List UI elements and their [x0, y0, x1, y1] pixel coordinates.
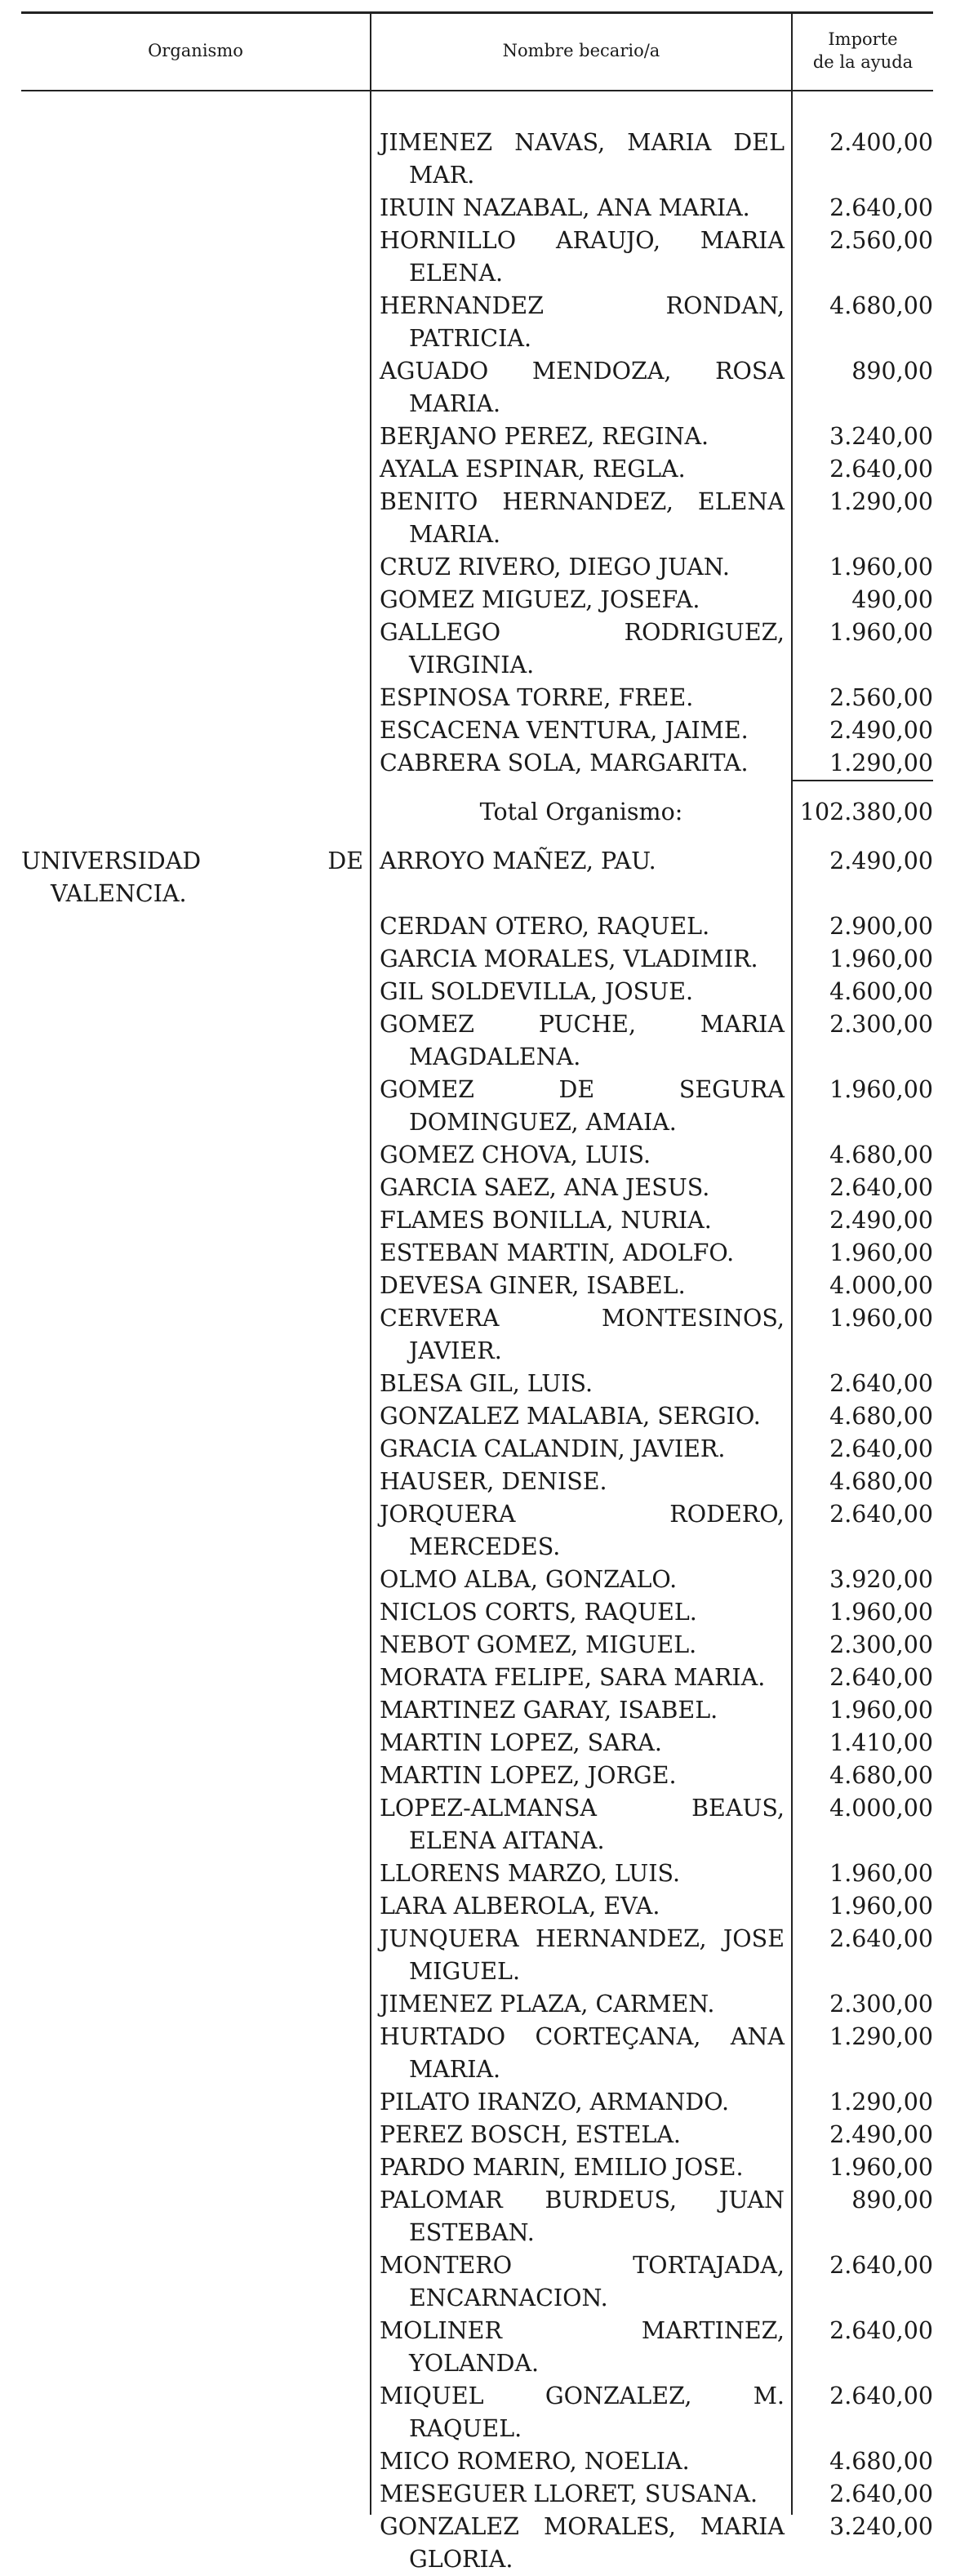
organismo-cell [21, 584, 370, 616]
table-row [21, 1433, 933, 1466]
organismo-cell [21, 1629, 370, 1662]
becario-name: NEBOT GOMEZ, MIGUEL. [380, 1631, 697, 1658]
organismo-cell [21, 1988, 370, 2021]
table-body [21, 127, 933, 2576]
importe-ayuda: 2.640,00 [829, 1435, 933, 1462]
becario-name: ARROYO MAÑEZ, PAU. [380, 848, 656, 874]
importe-ayuda: 2.640,00 [829, 1370, 933, 1397]
header-nombre-becario: Nombre becario/a [502, 41, 660, 60]
becario-name: HORNILLO ARAUJO, MARIA ELENA. [380, 227, 785, 287]
becario-name: CERDAN OTERO, RAQUEL. [380, 913, 710, 940]
table-row [21, 1074, 933, 1139]
becario-name: DEVESA GINER, ISABEL. [380, 1272, 686, 1299]
organismo-cell [21, 1270, 370, 1302]
importe-ayuda: 1.960,00 [829, 1599, 933, 1626]
importe-ayuda: 4.680,00 [829, 1468, 933, 1495]
importe-ayuda: 1.960,00 [829, 2154, 933, 2181]
organismo-cell [21, 976, 370, 1008]
table-row [21, 355, 933, 420]
organismo-cell [21, 2511, 370, 2576]
importe-ayuda: 1.960,00 [829, 1305, 933, 1332]
total-value: 102.380,00 [799, 799, 933, 825]
table-row [21, 2511, 933, 2576]
organismo-cell [21, 355, 370, 420]
becario-name: JIMENEZ NAVAS, MARIA DEL MAR. [380, 129, 785, 189]
organismo-cell [21, 2445, 370, 2478]
table-row [21, 192, 933, 225]
table-row [21, 584, 933, 616]
becario-name: PEREZ BOSCH, ESTELA. [380, 2121, 681, 2148]
table-row [21, 1890, 933, 1923]
becario-name: JUNQUERA HERNANDEZ, JOSE MIGUEL. [380, 1925, 785, 1985]
importe-ayuda: 1.960,00 [829, 1697, 933, 1724]
becario-name: MARTIN LOPEZ, SARA. [380, 1729, 662, 1756]
importe-ayuda: 2.300,00 [829, 1011, 933, 1038]
becario-name: CABRERA SOLA, MARGARITA. [380, 750, 749, 776]
importe-ayuda: 2.490,00 [829, 1207, 933, 1234]
importe-ayuda: 1.960,00 [829, 1860, 933, 1887]
importe-ayuda: 2.640,00 [829, 1664, 933, 1691]
organismo-cell [21, 1760, 370, 1792]
importe-ayuda: 1.960,00 [829, 1893, 933, 1920]
becario-name: JIMENEZ PLAZA, CARMEN. [380, 1991, 715, 2018]
becario-name: GALLEGO RODRIGUEZ, VIRGINIA. [380, 619, 785, 678]
importe-ayuda: 4.000,00 [829, 1272, 933, 1299]
becario-name: GIL SOLDEVILLA, JOSUE. [380, 978, 694, 1005]
becario-name: BERJANO PEREZ, REGINA. [380, 423, 709, 450]
becario-name: ESPINOSA TORRE, FREE. [380, 684, 694, 711]
table-row [21, 2119, 933, 2151]
importe-ayuda: 3.240,00 [829, 2513, 933, 2540]
organismo-cell [21, 1923, 370, 1988]
table-row [21, 2249, 933, 2315]
organismo-cell [21, 747, 370, 780]
section-organismo-1 [21, 127, 933, 780]
becario-name: GOMEZ CHOVA, LUIS. [380, 1141, 651, 1168]
becario-name: AYALA ESPINAR, REGLA. [380, 456, 686, 483]
becario-name: GONZALEZ MALABIA, SERGIO. [380, 1403, 761, 1430]
becario-name: HERNANDEZ RONDAN, PATRICIA. [380, 292, 785, 352]
organismo-cell [21, 1139, 370, 1172]
table-row [21, 1466, 933, 1498]
table-row [21, 127, 933, 192]
importe-ayuda: 2.400,00 [829, 129, 933, 156]
table-row [21, 2151, 933, 2184]
table-row [21, 551, 933, 584]
table-row [21, 976, 933, 1008]
table-row [21, 910, 933, 943]
importe-ayuda: 2.640,00 [829, 2317, 933, 2344]
becario-name: GRACIA CALANDIN, JAVIER. [380, 1435, 726, 1462]
importe-ayuda: 4.680,00 [829, 1403, 933, 1430]
table-row [21, 1629, 933, 1662]
organismo-cell [21, 1074, 370, 1139]
total-rule [793, 780, 933, 781]
importe-ayuda: 1.960,00 [829, 554, 933, 581]
organismo-cell [21, 2021, 370, 2086]
organismo-cell [21, 453, 370, 486]
organismo-cell [21, 2315, 370, 2380]
table-row [21, 1857, 933, 1890]
table-row [21, 1400, 933, 1433]
becario-name: BLESA GIL, LUIS. [380, 1370, 593, 1397]
importe-ayuda: 1.290,00 [829, 2023, 933, 2050]
importe-ayuda: 2.640,00 [829, 456, 933, 483]
table-row [21, 1596, 933, 1629]
becario-name: GARCIA MORALES, VLADIMIR. [380, 945, 758, 972]
organismo-cell [21, 420, 370, 453]
table-row [21, 2315, 933, 2380]
organismo-cell [21, 1172, 370, 1204]
becario-name: JORQUERA RODERO, MERCEDES. [380, 1501, 785, 1560]
organismo-cell [21, 845, 370, 910]
importe-ayuda: 2.560,00 [829, 684, 933, 711]
organismo-cell [21, 1564, 370, 1596]
importe-ayuda: 2.640,00 [829, 1925, 933, 1952]
importe-ayuda: 1.290,00 [829, 2089, 933, 2116]
importe-ayuda: 1.410,00 [829, 1729, 933, 1756]
organismo-name: UNIVERSIDAD DE VALENCIA. [21, 848, 363, 907]
table-row [21, 2086, 933, 2119]
organismo-cell [21, 1792, 370, 1857]
importe-ayuda: 890,00 [851, 358, 933, 385]
organismo-cell [21, 127, 370, 192]
becario-name: MESEGUER LLORET, SUSANA. [380, 2480, 758, 2507]
table-row [21, 2445, 933, 2478]
table-row [21, 1564, 933, 1596]
becario-name: GONZALEZ MORALES, MARIA GLORIA. [380, 2513, 785, 2573]
organismo-cell [21, 1727, 370, 1760]
organismo-cell [21, 2184, 370, 2249]
table-row [21, 2478, 933, 2511]
organismo-cell [21, 2478, 370, 2511]
table-row [21, 2184, 933, 2249]
table-row [21, 225, 933, 290]
table-row [21, 1694, 933, 1727]
importe-ayuda: 2.900,00 [829, 913, 933, 940]
header-importe [793, 11, 933, 90]
organismo-cell [21, 1008, 370, 1074]
table-row [21, 1792, 933, 1857]
importe-ayuda: 1.960,00 [829, 1076, 933, 1103]
table-row [21, 486, 933, 551]
organismo-cell [21, 682, 370, 714]
table-row [21, 1270, 933, 1302]
becario-name: CRUZ RIVERO, DIEGO JUAN. [380, 554, 730, 581]
importe-ayuda: 890,00 [851, 2187, 933, 2213]
importe-ayuda: 2.640,00 [829, 194, 933, 221]
table-row [21, 2021, 933, 2086]
organismo-cell [21, 2380, 370, 2445]
table-header-rule [21, 90, 933, 91]
importe-ayuda: 1.960,00 [829, 1239, 933, 1266]
becario-name: LOPEZ-ALMANSA BEAUS, ELENA AITANA. [380, 1795, 785, 1854]
organismo-cell [21, 1400, 370, 1433]
becario-name: IRUIN NAZABAL, ANA MARIA. [380, 194, 750, 221]
organismo-cell [21, 1694, 370, 1727]
becario-name: PALOMAR BURDEUS, JUAN ESTEBAN. [380, 2187, 785, 2246]
table-row [21, 1302, 933, 1368]
organismo-cell [21, 910, 370, 943]
table-row [21, 1008, 933, 1074]
table-row [21, 943, 933, 976]
table-row [21, 453, 933, 486]
becario-name: AGUADO MENDOZA, ROSA MARIA. [380, 358, 785, 417]
table-row [21, 1139, 933, 1172]
importe-ayuda: 2.490,00 [829, 848, 933, 874]
importe-ayuda: 3.920,00 [829, 1566, 933, 1593]
total-label: Total Organismo: [479, 799, 683, 825]
organismo-cell [21, 2151, 370, 2184]
importe-ayuda: 4.600,00 [829, 978, 933, 1005]
importe-ayuda: 2.490,00 [829, 717, 933, 744]
header-organismo: Organismo [148, 41, 243, 60]
organismo-cell [21, 1596, 370, 1629]
importe-ayuda: 2.300,00 [829, 1631, 933, 1658]
importe-ayuda: 2.640,00 [829, 2252, 933, 2279]
importe-ayuda: 2.560,00 [829, 227, 933, 254]
table-row [21, 616, 933, 682]
becario-name: MONTERO TORTAJADA, ENCARNACION. [380, 2252, 785, 2311]
becario-name: PILATO IRANZO, ARMANDO. [380, 2089, 730, 2116]
importe-ayuda: 1.960,00 [829, 619, 933, 646]
organismo-cell [21, 1237, 370, 1270]
table-row [21, 1172, 933, 1204]
importe-ayuda: 2.640,00 [829, 1174, 933, 1201]
becario-name: MARTIN LOPEZ, JORGE. [380, 1762, 677, 1789]
table-row [21, 1237, 933, 1270]
organismo-cell [21, 1368, 370, 1400]
table-row [21, 1727, 933, 1760]
importe-ayuda: 2.640,00 [829, 1501, 933, 1528]
organismo-cell [21, 1466, 370, 1498]
organismo-cell [21, 714, 370, 747]
header-importe-line2: de la ayuda [812, 52, 914, 72]
header-importe-line1: Importe [828, 29, 898, 49]
total-organismo-row [21, 780, 933, 845]
organismo-cell [21, 1204, 370, 1237]
becario-name: ESCACENA VENTURA, JAIME. [380, 717, 749, 744]
becario-name: MARTINEZ GARAY, ISABEL. [380, 1697, 718, 1724]
becario-name: MIQUEL GONZALEZ, M. RAQUEL. [380, 2382, 785, 2442]
importe-ayuda: 2.300,00 [829, 1991, 933, 2018]
becario-name: ESTEBAN MARTIN, ADOLFO. [380, 1239, 735, 1266]
importe-ayuda: 490,00 [851, 586, 933, 613]
table-row [21, 1662, 933, 1694]
organismo-cell [21, 551, 370, 584]
table-row [21, 290, 933, 355]
importe-ayuda: 2.640,00 [829, 2382, 933, 2409]
becario-name: BENITO HERNANDEZ, ELENA MARIA. [380, 488, 785, 548]
organismo-cell [21, 2249, 370, 2315]
section-universidad-valencia [21, 845, 933, 2576]
becario-name: HAUSER, DENISE. [380, 1468, 607, 1495]
table-row [21, 1204, 933, 1237]
importe-ayuda: 2.490,00 [829, 2121, 933, 2148]
becario-name: MICO ROMERO, NOELIA. [380, 2448, 690, 2475]
becario-name: GOMEZ MIGUEZ, JOSEFA. [380, 586, 700, 613]
table-row [21, 1368, 933, 1400]
organismo-cell [21, 1498, 370, 1564]
table-row [21, 845, 933, 910]
organismo-cell [21, 2119, 370, 2151]
organismo-cell [21, 1890, 370, 1923]
becario-name: OLMO ALBA, GONZALO. [380, 1566, 678, 1593]
becario-name: LLORENS MARZO, LUIS. [380, 1860, 681, 1887]
organismo-cell [21, 2086, 370, 2119]
becario-name: GARCIA SAEZ, ANA JESUS. [380, 1174, 710, 1201]
organismo-cell [21, 486, 370, 551]
becario-name: GOMEZ DE SEGURA DOMINGUEZ, AMAIA. [380, 1076, 785, 1136]
organismo-cell [21, 1433, 370, 1466]
importe-ayuda: 2.640,00 [829, 2480, 933, 2507]
table-row [21, 420, 933, 453]
organismo-cell [21, 1302, 370, 1368]
becario-name: FLAMES BONILLA, NURIA. [380, 1207, 712, 1234]
organismo-cell [21, 943, 370, 976]
importe-ayuda: 4.680,00 [829, 2448, 933, 2475]
table-row [21, 682, 933, 714]
becario-name: HURTADO CORTEÇANA, ANA MARIA. [380, 2023, 785, 2083]
organismo-cell [21, 192, 370, 225]
importe-ayuda: 4.000,00 [829, 1795, 933, 1822]
becario-name: MORATA FELIPE, SARA MARIA. [380, 1664, 766, 1691]
becario-name: CERVERA MONTESINOS, JAVIER. [380, 1305, 785, 1364]
organismo-cell [21, 1857, 370, 1890]
table-row [21, 1923, 933, 1988]
organismo-cell [21, 290, 370, 355]
importe-ayuda: 1.290,00 [829, 750, 933, 776]
table-row [21, 1498, 933, 1564]
table-row [21, 1988, 933, 2021]
organismo-cell [21, 616, 370, 682]
becario-name: NICLOS CORTS, RAQUEL. [380, 1599, 697, 1626]
becario-name: MOLINER MARTINEZ, YOLANDA. [380, 2317, 785, 2377]
importe-ayuda: 1.290,00 [829, 488, 933, 515]
importe-ayuda: 4.680,00 [829, 1141, 933, 1168]
table-row [21, 714, 933, 747]
becario-name: PARDO MARIN, EMILIO JOSE. [380, 2154, 744, 2181]
organismo-cell [21, 1662, 370, 1694]
table-row [21, 747, 933, 780]
importe-ayuda: 4.680,00 [829, 1762, 933, 1789]
becario-name: LARA ALBEROLA, EVA. [380, 1893, 660, 1920]
table-row [21, 2380, 933, 2445]
importe-ayuda: 3.240,00 [829, 423, 933, 450]
table-row [21, 1760, 933, 1792]
importe-ayuda: 1.960,00 [829, 945, 933, 972]
becario-name: GOMEZ PUCHE, MARIA MAGDALENA. [380, 1011, 785, 1070]
importe-ayuda: 4.680,00 [829, 292, 933, 319]
organismo-cell [21, 225, 370, 290]
